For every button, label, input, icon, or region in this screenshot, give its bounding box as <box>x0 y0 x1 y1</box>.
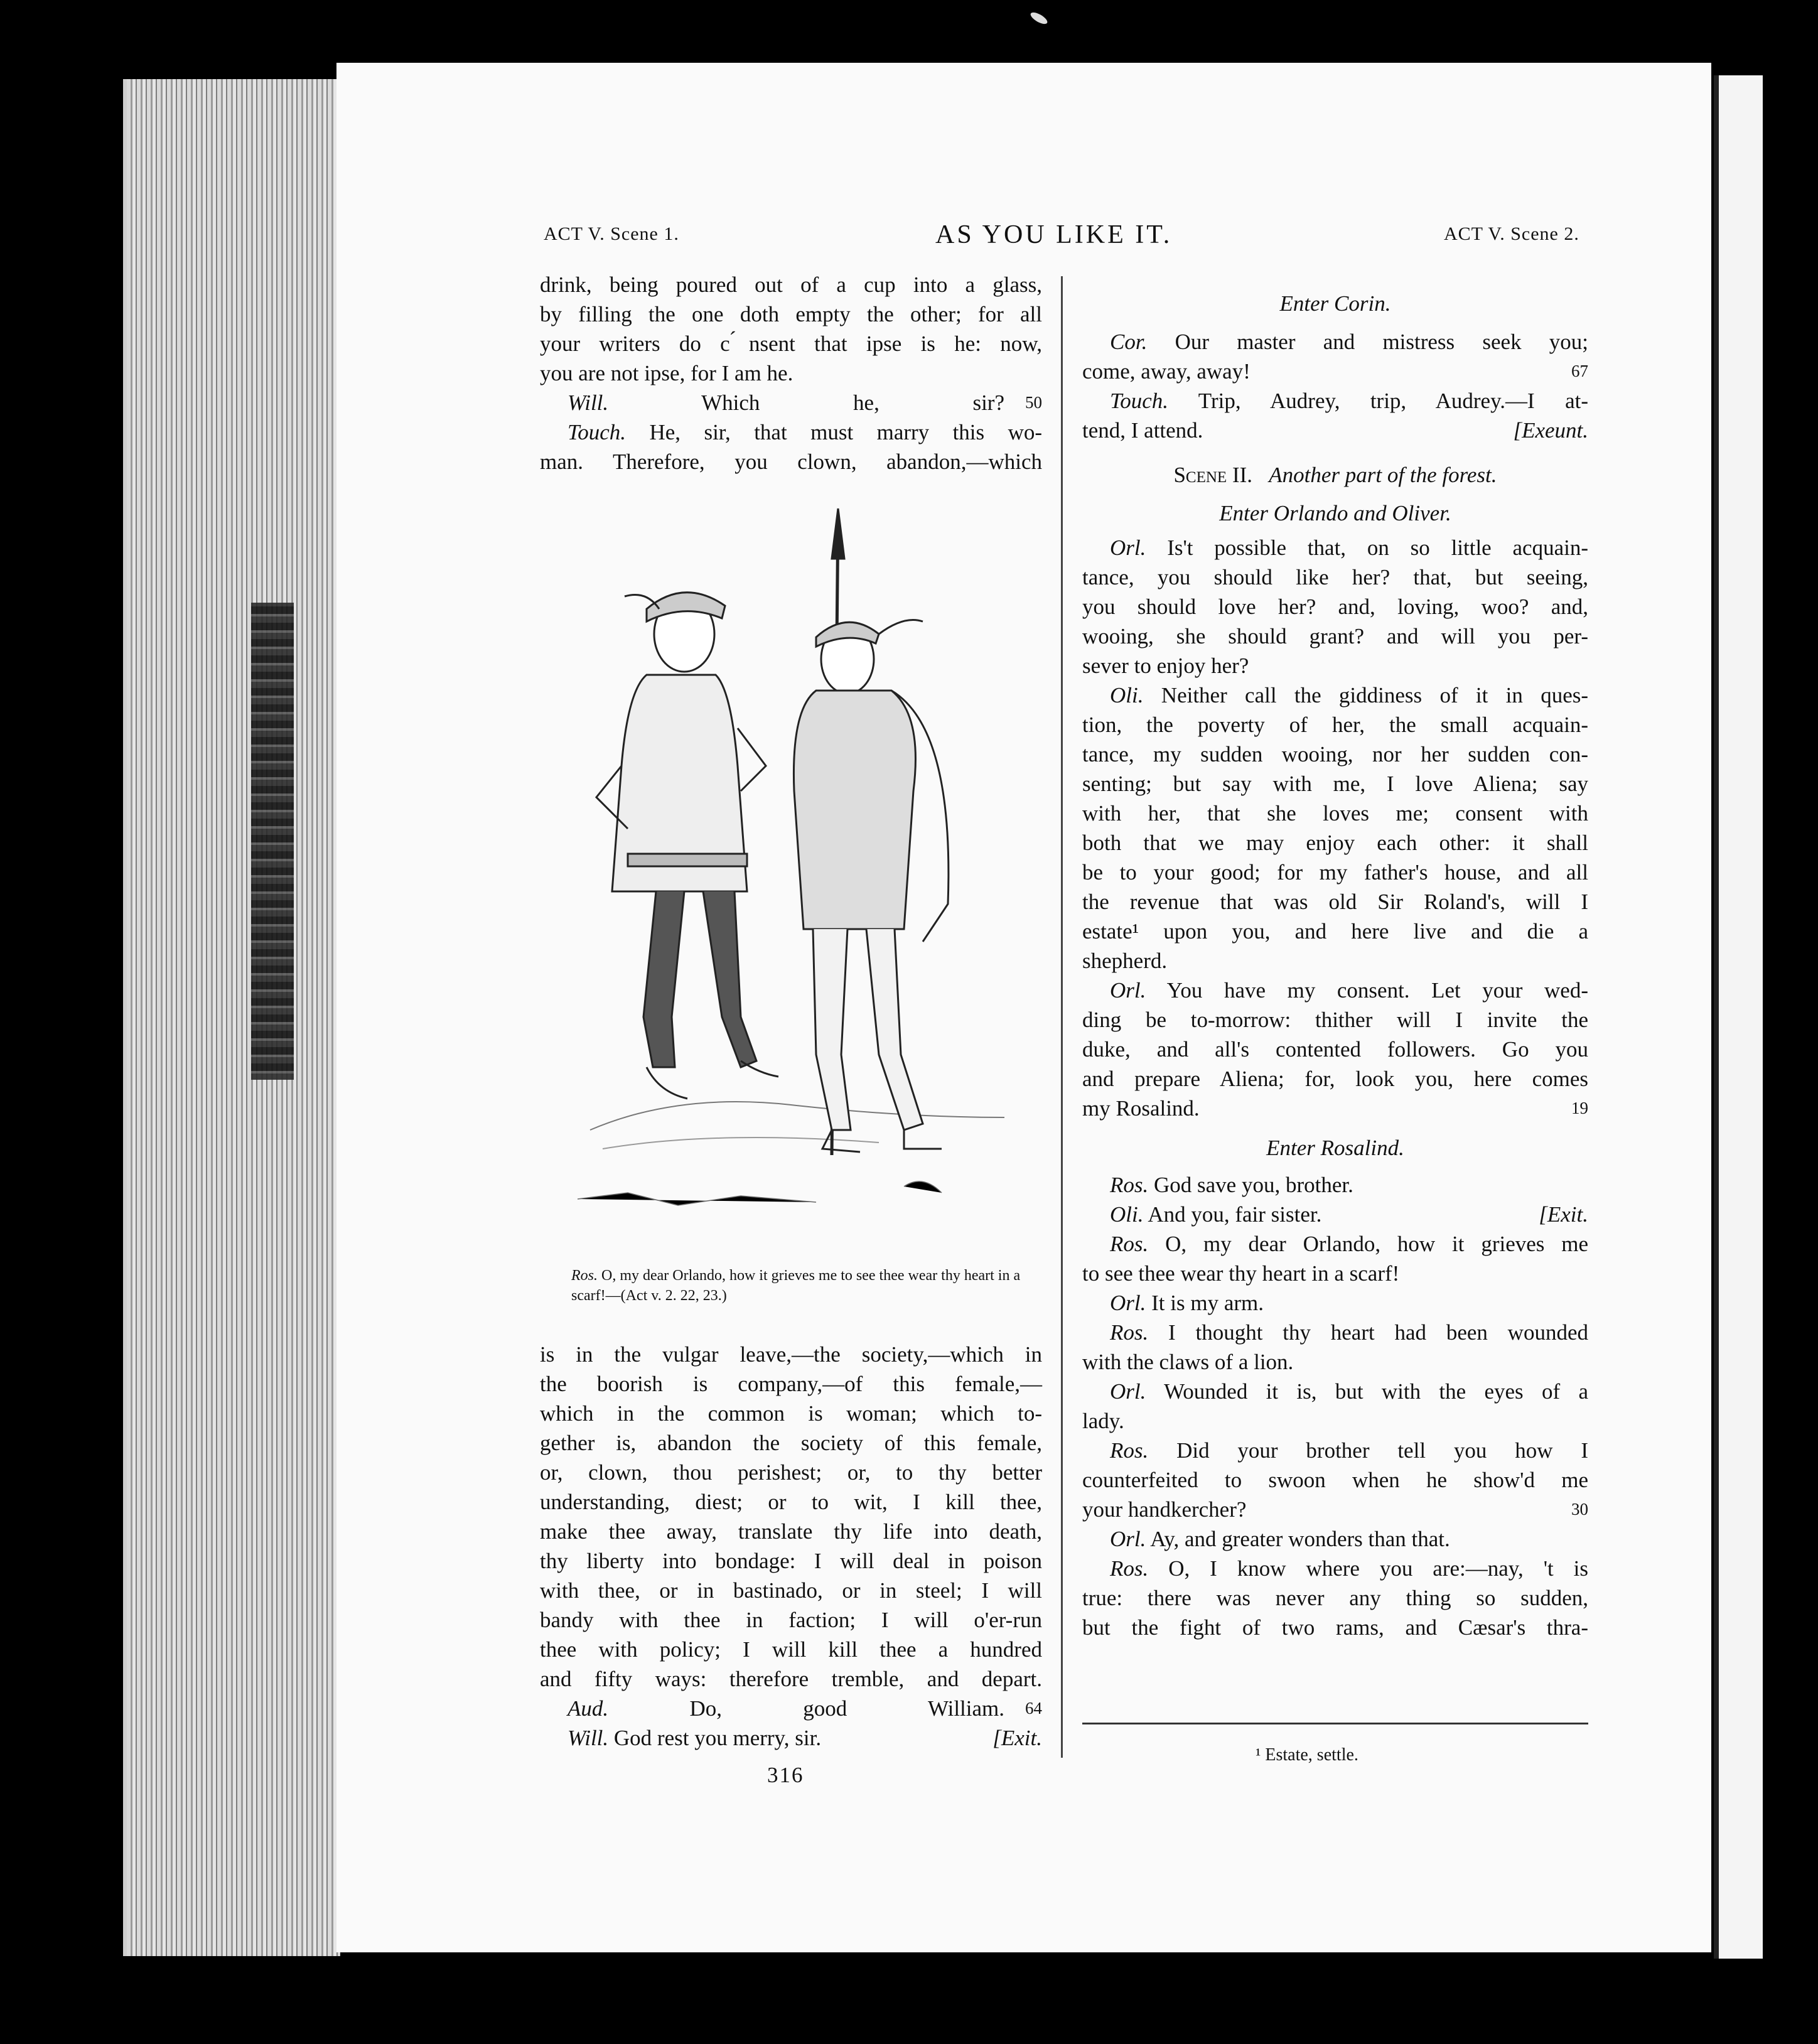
stage-direction-enter-corin: Enter Corin. <box>1279 291 1391 316</box>
stage-direction-enter-orlando-oliver: Enter Orlando and Oliver. <box>1219 501 1451 525</box>
line-number: 19 <box>1571 1099 1588 1117</box>
text-line: thy liberty into bondage: I will deal in poison <box>540 1549 1042 1573</box>
text-line: with her, that she loves me; consent with <box>1082 801 1588 826</box>
text-line: and prepare Aliena; for, look you, here comes <box>1082 1067 1588 1091</box>
text-line: with thee, or in bastinado, or in steel; I will <box>540 1578 1042 1603</box>
text-line: but the fight of two rams, and Cæsar's thra- <box>1082 1615 1588 1640</box>
text-line: Orl. Ay, and greater wonders than that. <box>1110 1527 1450 1551</box>
text-line: Ros. O, my dear Orlando, how it grieves me <box>1110 1232 1589 1256</box>
illustration-william-and-rosalind <box>552 502 1036 1256</box>
left-column-top <box>540 270 1042 476</box>
column-divider <box>1061 276 1063 1758</box>
text-line: with the claws of a lion. <box>1082 1350 1294 1374</box>
text-line: Ros. I thought thy heart had been wounded <box>1110 1320 1588 1345</box>
speaker-name: Ros. <box>1110 1556 1149 1581</box>
stage-direction-exit: [Exit. <box>992 1726 1042 1750</box>
text-line: by filling the one doth empty the other; for all <box>540 302 1042 326</box>
text-line: Oli. And you, fair sister. [Exit. <box>1082 1200 1588 1229</box>
adjacent-page-edge <box>1714 75 1763 1959</box>
speech-line: man. Therefore, you clown, abandon,—which <box>540 449 1042 474</box>
orlando-speech-2 <box>1082 976 1588 1123</box>
text-line: to see thee wear thy heart in a scarf! <box>1082 1261 1400 1286</box>
text-line: Orl. Is't possible that, on so little acquain- <box>1110 535 1589 560</box>
text-line: tance, my sudden wooing, nor her sudden con- <box>1082 742 1588 766</box>
book-page-edges <box>123 79 340 1956</box>
text-line: Orl. It is my arm. <box>1110 1291 1264 1315</box>
speech-line: tend, I attend. [Exeunt. <box>1082 416 1588 445</box>
text-line: both that we may enjoy each other: it shall <box>1082 831 1588 855</box>
oliver-speech-1 <box>1082 680 1588 976</box>
left-column-bottom <box>540 1340 1042 1753</box>
speaker-name: Orl. <box>1110 1379 1146 1404</box>
running-head-right: ACT V. Scene 2. <box>1444 223 1579 244</box>
text-line: is in the vulgar leave,—the society,—which in <box>540 1342 1042 1367</box>
right-column <box>1082 289 1588 1642</box>
text-line: tance, you should like her? that, but seeing, <box>1082 565 1588 589</box>
stage-direction-enter-rosalind: Enter Rosalind. <box>1266 1136 1404 1160</box>
text-line: the revenue that was old Sir Roland's, will I <box>1082 890 1588 914</box>
speech-line: Will. God rest you merry, sir. [Exit. <box>540 1723 1042 1753</box>
speech-line: Touch. Trip, Audrey, trip, Audrey.—I at- <box>1110 389 1588 413</box>
speaker-name: Ros. <box>1110 1438 1149 1463</box>
text-line: the boorish is company,—of this female,— <box>540 1372 1042 1396</box>
touchstone-speech-continued <box>540 270 1042 388</box>
dialogue-block <box>1082 1170 1588 1642</box>
text-line: my Rosalind. 19 <box>1082 1094 1588 1123</box>
speaker-name: Ros. <box>1110 1320 1149 1345</box>
speaker-name: Orl. <box>1110 1527 1146 1551</box>
speaker-name: Oli. <box>1110 683 1144 707</box>
orlando-speech-1 <box>1082 533 1588 680</box>
speaker-name: Orl. <box>1110 978 1146 1003</box>
text-line: true: there was never any thing so sudden, <box>1082 1586 1588 1610</box>
footnote-rule <box>1082 1723 1588 1724</box>
text-line: Orl. Wounded it is, but with the eyes of a <box>1110 1379 1588 1404</box>
page-number: 316 <box>767 1763 804 1787</box>
text-line: which in the common is woman; which to- <box>540 1401 1042 1426</box>
scene-heading: Scene II. Another part of the forest. <box>1173 463 1497 487</box>
running-title: AS YOU LIKE IT. <box>935 220 1173 249</box>
illustration-caption: Ros. O, my dear Orlando, how it grieves me to see thee wear thy heart in a scarf!—(Act v. 2. 22, 23.) <box>571 1267 1021 1304</box>
text-line: Oli. Neither call the giddiness of it in ques- <box>1110 683 1589 707</box>
text-line: tion, the poverty of her, the small acquain- <box>1082 713 1588 737</box>
speech-line: come, away, away! 67 <box>1082 357 1588 386</box>
speech-line: Cor. Our master and mistress seek you; <box>1110 330 1589 354</box>
speaker-name: Orl. <box>1110 1291 1146 1315</box>
text-line: you should love her? and, loving, woo? and, <box>1082 594 1588 619</box>
text-line: estate¹ upon you, and here live and die a <box>1082 919 1588 944</box>
text-line: gether is, abandon the society of this female, <box>540 1431 1042 1455</box>
text-line: you are not ipse, for I am he. <box>540 361 793 385</box>
text-line: duke, and all's contented followers. Go you <box>1082 1037 1588 1062</box>
text-line: your handkercher? 30 <box>1082 1495 1588 1524</box>
speaker-name: Oli. <box>1110 1202 1144 1227</box>
text-line: Ros. O, I know where you are:—nay, 't is <box>1110 1556 1589 1581</box>
scan-blot <box>1029 10 1049 26</box>
text-line: thee with policy; I will kill thee a hundred <box>540 1637 1042 1662</box>
text-line: Ros. God save you, brother. <box>1110 1173 1353 1197</box>
text-line: Orl. You have my consent. Let your wed- <box>1110 978 1588 1003</box>
text-line: drink, being poured out of a cup into a glass, <box>540 272 1042 297</box>
line-number: 64 <box>1025 1699 1042 1718</box>
stage-direction-exeunt: [Exeunt. <box>1513 418 1588 443</box>
stage-direction-exit: [Exit. <box>1539 1202 1588 1227</box>
text-line: ding be to-morrow: thither will I invite the <box>1082 1008 1588 1032</box>
line-number: 67 <box>1571 362 1588 380</box>
line-number: 30 <box>1571 1500 1588 1519</box>
text-line: understanding, diest; or to wit, I kill thee, <box>540 1490 1042 1514</box>
text-line: or, clown, thou perishest; or, to thy better <box>540 1460 1042 1485</box>
text-line: counterfeited to swoon when he show'd me <box>1082 1468 1588 1492</box>
speech-line: Aud. Do, good William. 64 <box>540 1694 1042 1723</box>
text-line: Ros. Did your brother tell you how I <box>1110 1438 1588 1463</box>
text-line: your writers do c ́nsent that ipse is he: now, <box>540 331 1042 356</box>
text-line: sever to enjoy her? <box>1082 654 1249 678</box>
speaker-name: Orl. <box>1110 535 1146 560</box>
text-line: and fifty ways: therefore tremble, and depart. <box>540 1667 1042 1691</box>
line-number: 50 <box>1025 393 1042 412</box>
speaker-name: Ros. <box>1110 1232 1149 1256</box>
text-line: be to your good; for my father's house, and all <box>1082 860 1588 885</box>
library-stamp <box>251 603 294 1080</box>
touchstone-speech-end <box>540 1340 1042 1694</box>
text-line: lady. <box>1082 1409 1124 1433</box>
text-line: shepherd. <box>1082 949 1168 973</box>
text-line: senting; but say with me, I love Aliena; say <box>1082 772 1588 796</box>
text-line: make thee away, translate thy life into death, <box>540 1519 1042 1544</box>
text-line: bandy with thee in faction; I will o'er-run <box>540 1608 1042 1632</box>
speaker-name: Ros. <box>1110 1173 1149 1197</box>
footnote: ¹ Estate, settle. <box>1256 1745 1358 1765</box>
running-head-left: ACT V. Scene 1. <box>544 223 679 244</box>
text-line: wooing, she should grant? and will you per- <box>1082 624 1588 648</box>
speech-line: Touch. He, sir, that must marry this wo- <box>567 420 1043 444</box>
speech-line: Will. Which he, sir? 50 <box>540 388 1042 417</box>
